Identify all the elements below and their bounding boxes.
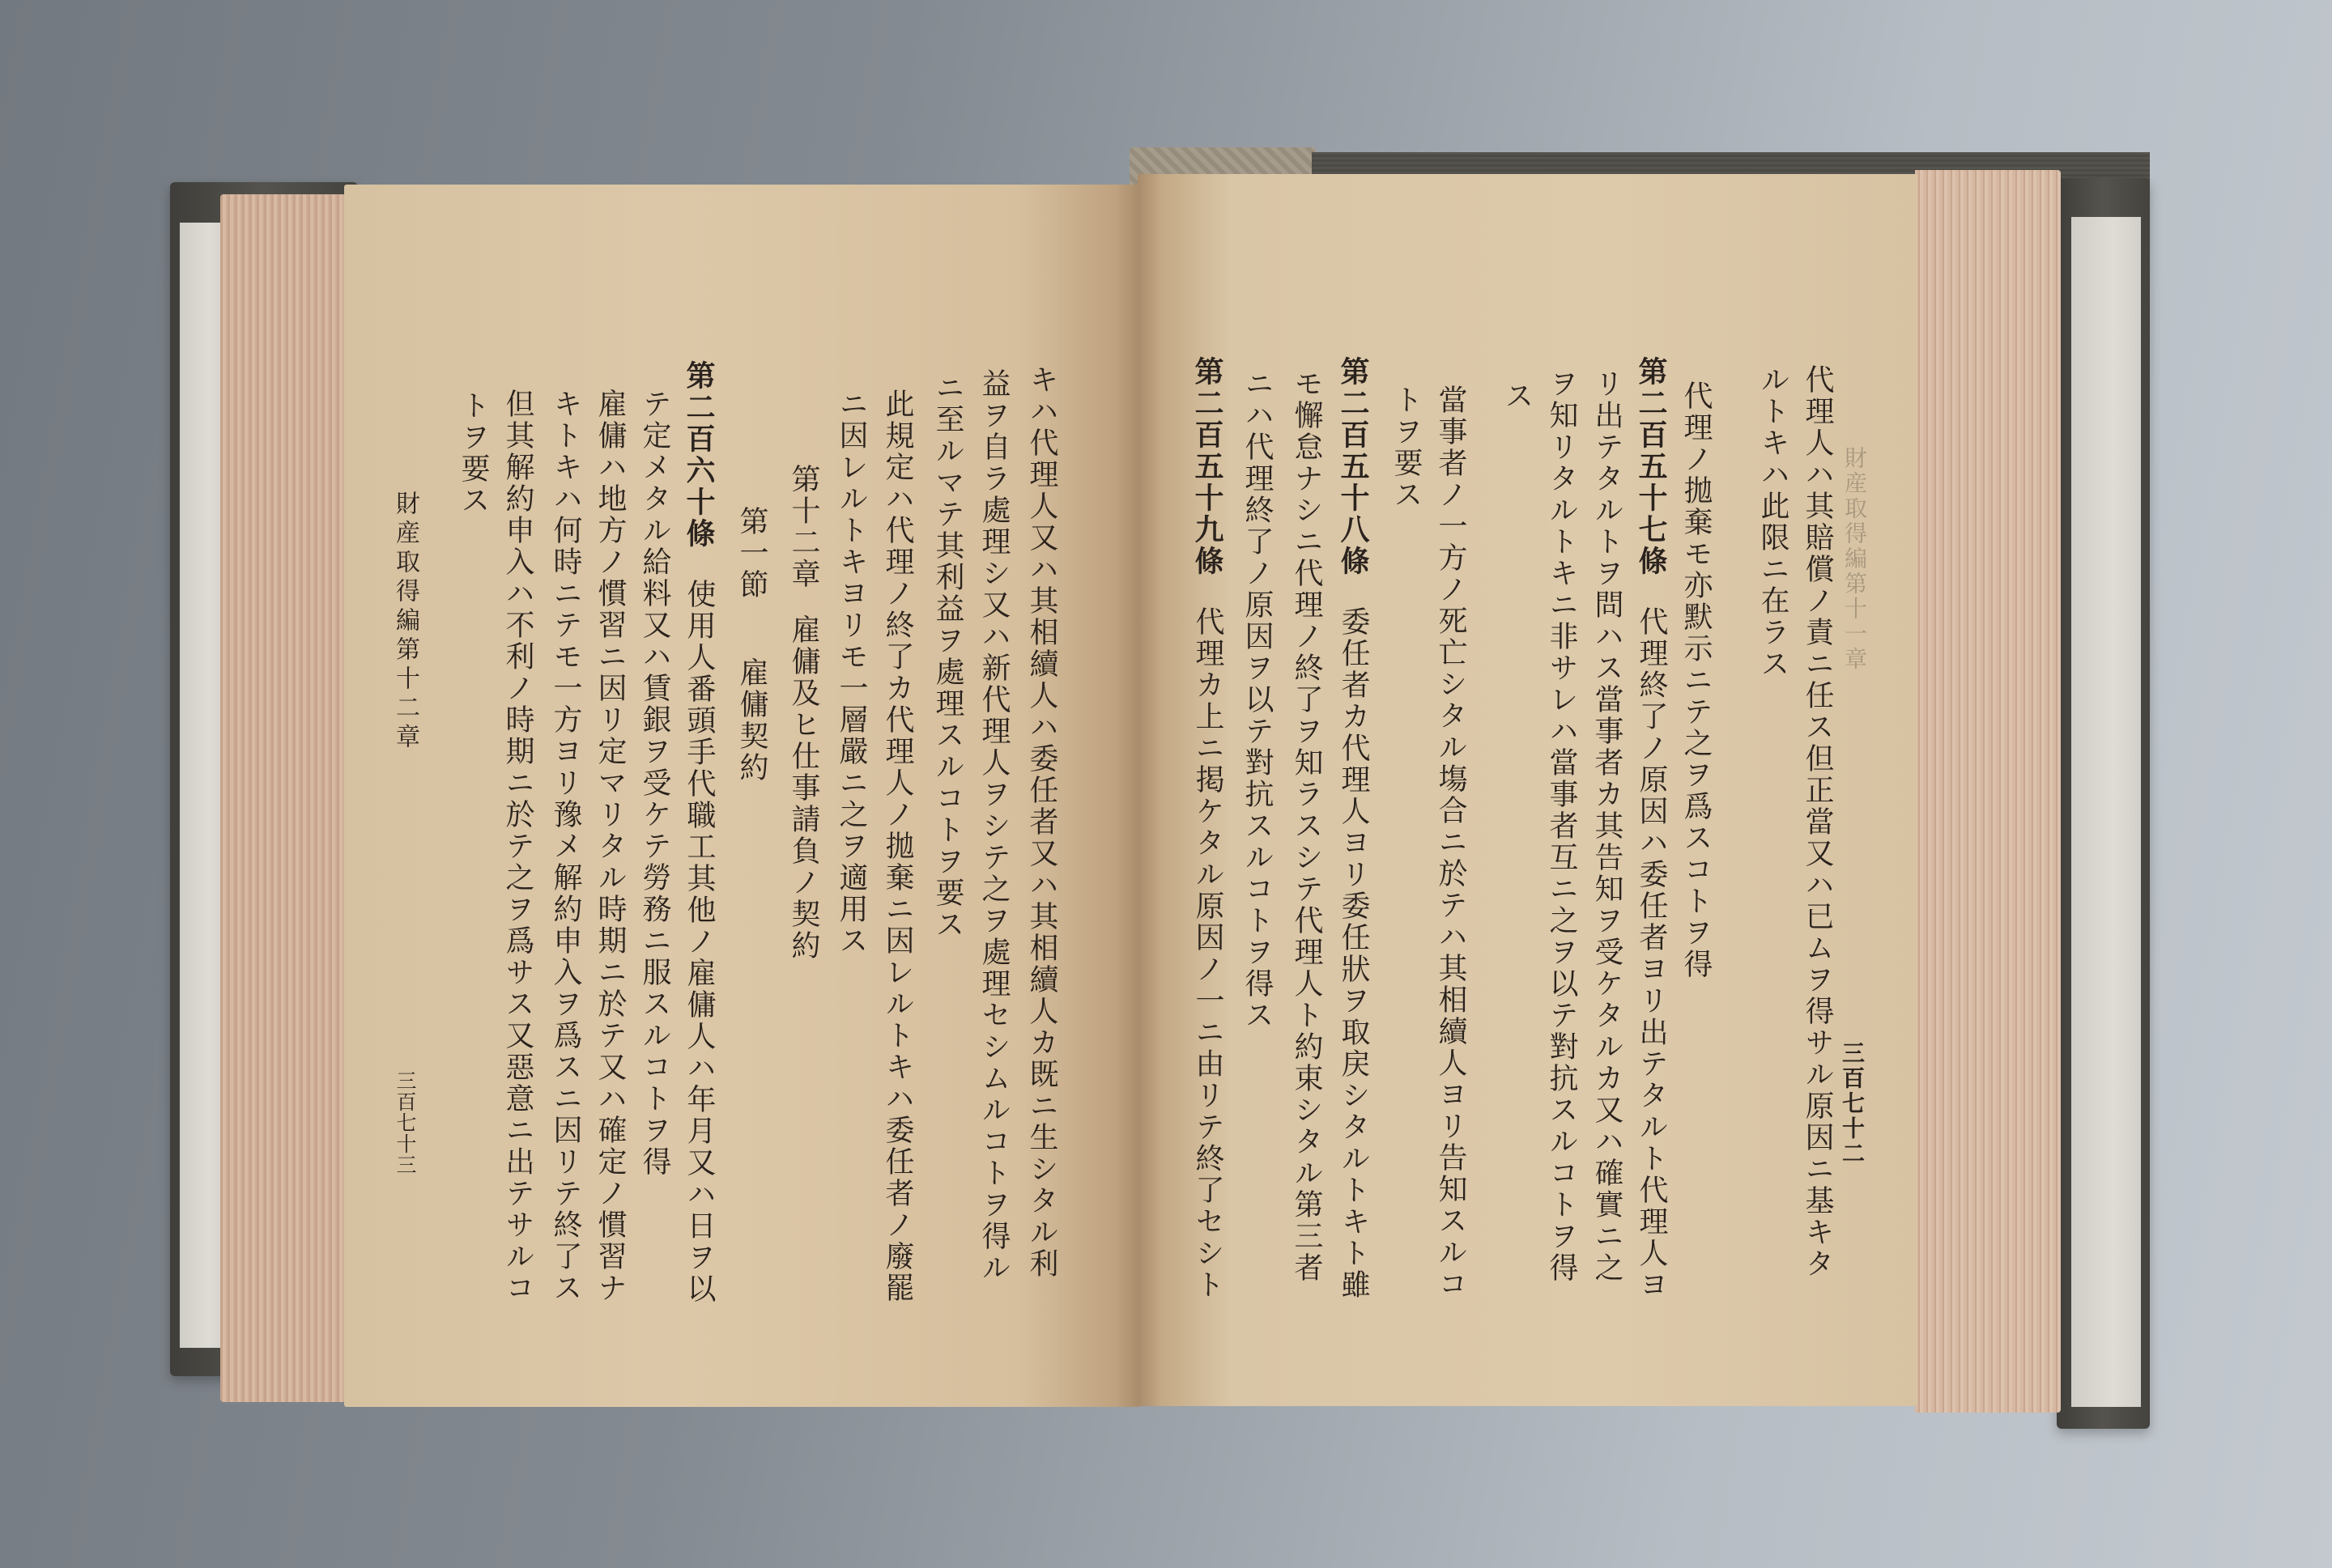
- text-column: [1388, 385, 1423, 511]
- column-text: ニハ代理終了ノ原因ヲ以テ對抗スルコトヲ得ス: [1240, 368, 1274, 1031]
- text-column: [1239, 368, 1275, 1031]
- text-column: [1589, 368, 1624, 1284]
- text-column: [1543, 368, 1579, 1284]
- column-text: ニ因レルトキヨリモ一層嚴ニ之ヲ適用ス: [835, 389, 868, 957]
- text-column: [1335, 356, 1371, 1301]
- text-column: [833, 389, 869, 957]
- endpaper-right: [2071, 217, 2141, 1407]
- column-text: 代理ノ拋棄モ亦默示ニテ之ヲ爲スコトヲ得: [1679, 380, 1713, 980]
- article-number: 第二百五十七條: [1634, 356, 1668, 577]
- text-column: [1023, 364, 1059, 1280]
- column-text: 使用人番頭手代職工其他ノ雇傭人ハ年月又ハ日ヲ以: [683, 579, 716, 1305]
- chapter-number: 第十二章: [787, 464, 820, 590]
- text-column: [681, 360, 717, 1305]
- text-column: [636, 389, 672, 1178]
- text-column: [455, 390, 491, 516]
- column-text: 委任者カ代理人ヨリ委任狀ヲ取戻シタルトキト雖: [1337, 606, 1370, 1301]
- column-text: 當事者ノ一方ノ死亡シタル塲合ニ於テハ其相續人ヨリ告知スルコ: [1434, 385, 1467, 1300]
- column-text: 代理終了ノ原因ハ委任者ヨリ出テタルト代理人ヨ: [1635, 606, 1668, 1301]
- page-edges-right: [1915, 170, 2061, 1413]
- column-text: トヲ要ス: [1389, 385, 1423, 511]
- column-text: 益ヲ自ラ處理シ又ハ新代理人ヲシテ之ヲ處理セシムルコトヲ得ル: [977, 368, 1011, 1284]
- column-text: 此規定ハ代理ノ終了カ代理人ノ拋棄ニ因レルトキハ委任者ノ廢罷: [881, 389, 914, 1304]
- article-number: 第二百六十條: [682, 360, 716, 550]
- column-text: ニ至ルマテ其利益ヲ處理スルコトヲ要ス: [931, 372, 964, 941]
- column-text: 代理人ハ其賠償ノ責ニ任ス但正當又ハ已ムヲ得サル原因ニ基キタ: [1801, 364, 1834, 1280]
- column-text: 但其解約申入ハ不利ノ時期ニ於テ之ヲ爲サス又惡意ニ出テサルコ: [501, 389, 534, 1304]
- column-text: モ懈怠ナシニ代理ノ終了ヲ知ラスシテ代理人ト約束シタル第三者: [1290, 368, 1323, 1284]
- text-column: [1288, 368, 1324, 1284]
- column-text: テ定メタル給料又ハ賃銀ヲ受ケテ勞務ニ服スルコトヲ得: [638, 389, 671, 1178]
- text-column: [1755, 364, 1790, 680]
- text-column: [1799, 364, 1835, 1280]
- text-column: [500, 389, 535, 1304]
- column-text: キトキハ何時ニテモ一方ヨリ豫メ解約申入ヲ爲スニ因リテ終了ス: [549, 389, 582, 1304]
- text-column: [976, 368, 1011, 1284]
- column-text: ス: [1500, 380, 1534, 412]
- section-heading: [734, 506, 769, 784]
- page-number: 三百七十二: [1839, 1041, 1866, 1166]
- column-text: 代理カ上ニ掲ケタル原因ノ一ニ由リテ終了セシト: [1191, 606, 1224, 1301]
- text-column: [1633, 356, 1669, 1301]
- text-column: [1432, 385, 1468, 1300]
- article-number: 第二百五十八條: [1336, 356, 1370, 577]
- column-text: リ出テタルトヲ問ハス當事者カ其告知ヲ受ケタルカ又ハ確實ニ之: [1590, 368, 1623, 1284]
- text-column: [1189, 356, 1225, 1301]
- article-number: 第二百五十九條: [1190, 356, 1224, 577]
- chapter-heading: [785, 464, 821, 962]
- section-number: 第一節: [735, 506, 768, 601]
- page-edges-left: [220, 194, 350, 1402]
- text-column: [592, 389, 628, 1304]
- section-title: 雇傭契約: [735, 657, 768, 784]
- text-column: [879, 389, 915, 1304]
- column-text: ヲ知リタルトキニ非サレハ當事者互ニ之ヲ以テ對抗スルコトヲ得: [1545, 368, 1578, 1284]
- left-page: [344, 185, 1139, 1407]
- text-column: [1499, 380, 1534, 412]
- text-column: [930, 372, 965, 941]
- running-header: 財産取得編第十一章: [1841, 446, 1868, 672]
- column-text: ルトキハ此限ニ在ラス: [1756, 364, 1789, 680]
- column-text: キハ代理人又ハ其相續人ハ委任者又ハ其相續人カ既ニ生シタル利: [1025, 364, 1058, 1280]
- chapter-title: 雇傭及ヒ仕事請負ノ契約: [787, 614, 820, 962]
- text-column: [547, 389, 583, 1304]
- column-text: トヲ要ス: [457, 390, 490, 516]
- column-text: 雇傭ハ地方ノ慣習ニ因リ定マリタル時期ニ於テ又ハ確定ノ慣習ナ: [594, 389, 627, 1304]
- running-footer: 財産取得編第十二章: [391, 491, 419, 753]
- page-number: 三百七十三: [394, 1070, 417, 1175]
- text-column: [1678, 380, 1713, 980]
